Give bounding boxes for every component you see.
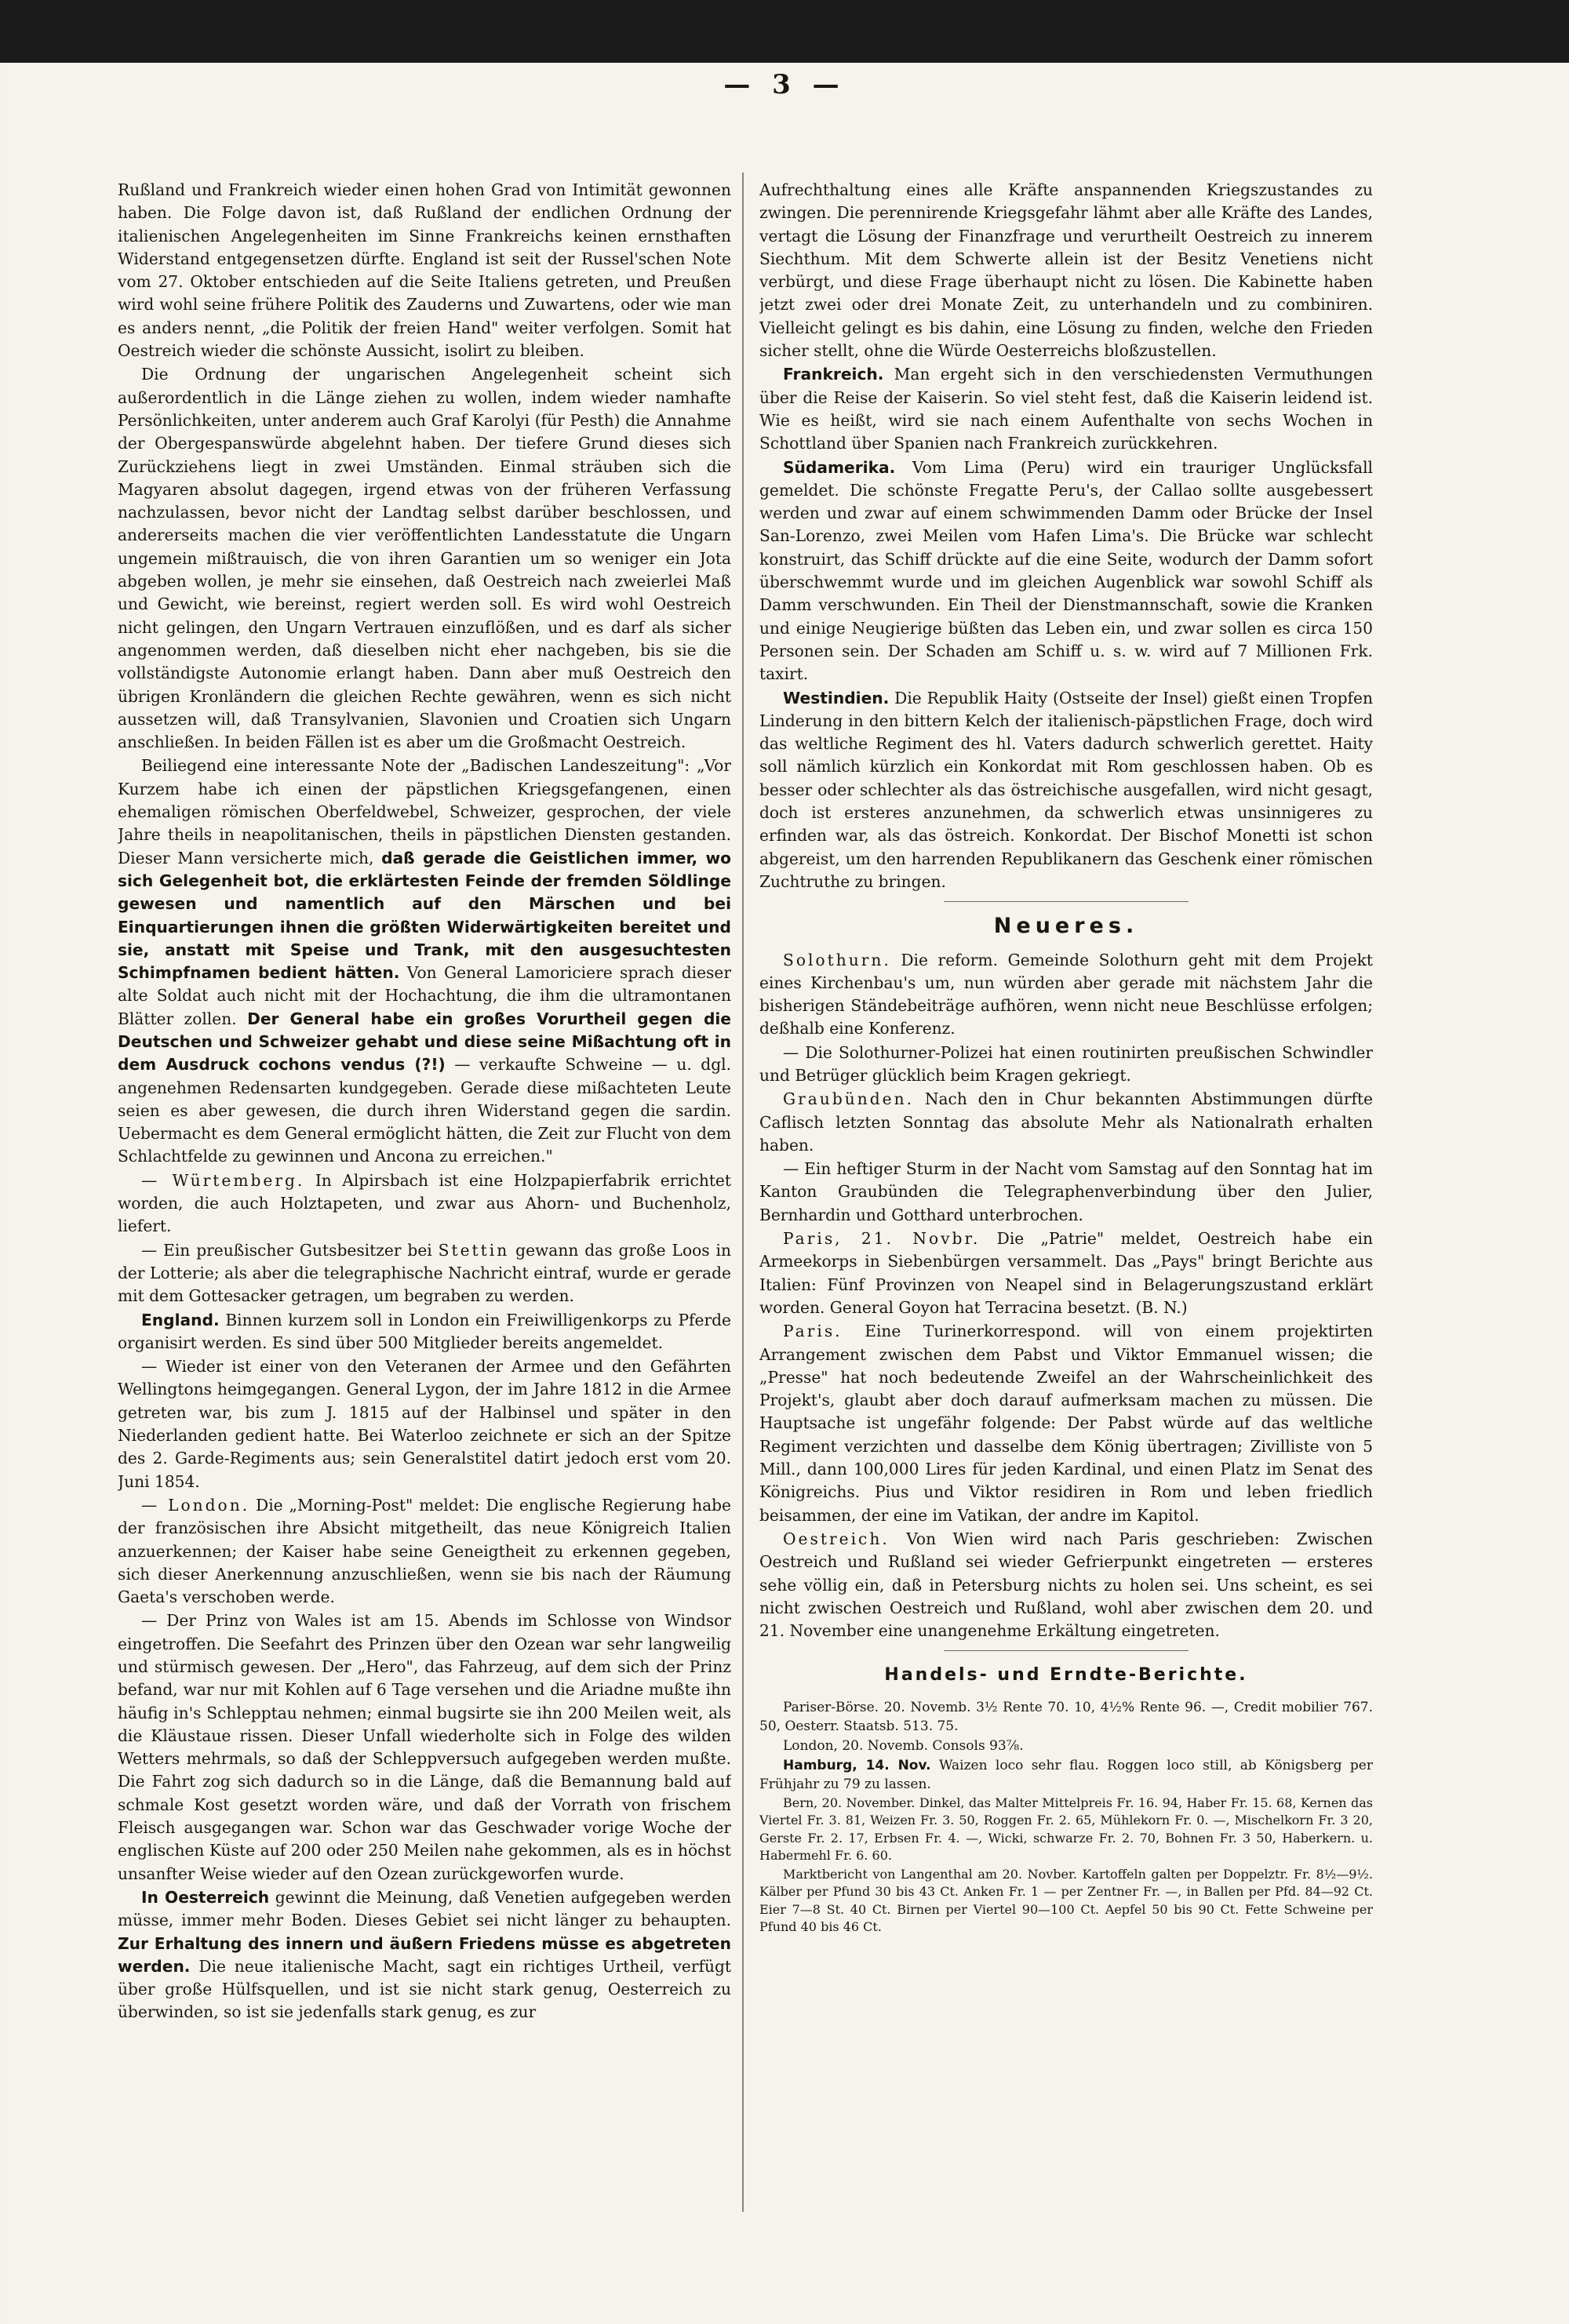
market-item: Hamburg, 14. Nov. Waizen loco sehr flau. Roggen loco still, ab Königsberg per Frühjahr zu 79 zu lassen.: [759, 1757, 1373, 1792]
news-item: Paris. Eine Turinerkorrespond. will von einem projektirten Arrangement zwischen dem Pabst und Viktor Emmanuel wissen; die „Presse" hat noch bedeutende Zweifel an der Wahrscheinlichkeit des Projekt's, glaubt aber doch darauf aufmerksam machen zu müssen. Die Hauptsache ist ungefähr folgende: Der Pabst würde auf das weltliche Regiment verzichten und dasselbe dem König übertragen; Zivilliste von 5 Mill., dann 100,000 Lires für jeden Kardinal, und einen Platz im Senat des Königreichs. Pius und Viktor residiren in Rom und leben friedlich beisammen, der eine im Vatikan, der andre im Kapitol.: [759, 1322, 1373, 1525]
market-item: Marktbericht von Langenthal am 20. Novber. Kartoffeln galten per Doppelztr. Fr. 8½—9½. Kälber per Pfund 30 bis 43 Ct. Anken Fr. 1 — per Zentner Fr. —, in Ballen per Pfd. 84—92 Ct. Eier 7—8 St. 40 Ct. Birnen per Viertel 90—100 Ct. Aepfel 50 bis 90 Ct. Fette Schweine per Pfund 40 bis 46 Ct.: [759, 1866, 1373, 1935]
article-paragraph: — Ein preußischer Gutsbesitzer bei Stettin gewann das große Loos in der Lotterie; als aber die telegraphische Nachricht eintraf, wurde er gerade mit dem Gottesacker getragen, um begraben zu werden.: [118, 1240, 731, 1306]
article-paragraph: — London. Die „Morning-Post" meldet: Die englische Regierung habe der französischen ihre Absicht mitgetheilt, das neue Königreich Italien anzuerkennen; der Kaiser habe seine Geneigtheit zu erkennen gegeben, sich dieser Anerkennung anzuschließen, wenn sie bis nach der Räumung Gaeta's verschoben werde.: [118, 1495, 731, 1607]
market-item: Pariser-Börse. 20. Novemb. 3½ Rente 70. 10, 4½% Rente 96. —, Credit mobilier 767. 50, Oesterr. Staatsb. 513. 75.: [759, 1699, 1373, 1734]
section-rule: [944, 901, 1189, 902]
article-paragraph: England. Binnen kurzem soll in London ein Freiwilligenkorps zu Pferde organisirt werden. Es sind über 500 Mitglieder bereits angemeldet.: [118, 1310, 731, 1352]
article-paragraph: — Würtemberg. In Alpirsbach ist eine Holzpapierfabrik errichtet worden, die auch Holztapeten, und zwar aus Ahorn- und Buchenholz, liefert.: [118, 1170, 731, 1236]
news-item: — Die Solothurner-Polizei hat einen routinirten preußischen Schwindler und Betrüger glücklich beim Kragen gekriegt.: [759, 1042, 1373, 1085]
news-item: Oestreich. Von Wien wird nach Paris geschrieben: Zwischen Oestreich und Rußland sei wieder Gefrierpunkt eingetreten — ersteres sehe völlig ein, daß in Petersburg nichts zu holen sei. Uns scheint, es sei nicht zwischen Oestreich und Rußland, wohl aber zwischen dem 20. und 21. November eine unangenehme Erkältung eingetreten.: [759, 1529, 1373, 1641]
news-item: Solothurn. Die reform. Gemeinde Solothurn geht mit dem Projekt eines Kirchenbau's um, nun würden aber gerade mit nächstem Jahr die bisherigen Ständebeiträge aufhören, wenn nicht neue Beschlüsse erfolgen; deßhalb eine Konferenz.: [759, 950, 1373, 1038]
article-paragraph: Rußland und Frankreich wieder einen hohen Grad von Intimität gewonnen haben. Die Folge davon ist, daß Rußland der endlichen Ordnung der italienischen Angelegenheiten im Sinne Frankreichs keinen ernsthaften Widerstand entgegensetzen dürfte. England ist seit der Russel'schen Note vom 27. Oktober entschieden auf die Seite Italiens getreten, und Preußen wird wohl seine frühere Politik des Zauderns und Zuwartens, oder wie man es anders nennt, „die Politik der freien Hand" weiter verfolgen. Somit hat Oestreich wieder die schönste Aussicht, isolirt zu bleiben.: [118, 180, 731, 361]
market-reports: [759, 1698, 1373, 1937]
section-rule: [944, 1650, 1189, 1651]
right-column: [759, 179, 1373, 2226]
article-paragraph: Die Ordnung der ungarischen Angelegenheit scheint sich außerordentlich in die Länge ziehen zu wollen, indem wieder namhafte Persönlichkeiten, unter anderem auch Graf Karolyi (für Pesth) die Annahme der Obergespanswürde abgelehnt haben. Der tiefere Grund dieses sich Zurückziehens liegt in zwei Umständen. Einmal sträuben sich die Magyaren absolut dagegen, irgend etwas von der früheren Verfassung nachzulassen, bevor nicht der Landtag selbst darüber beschlossen, und andererseits machen die vier veröffentlichten Landesstatute die Ungarn ungemein mißtrauisch, die von ihren Garantien um so weniger ein Jota abgeben wollen, je mehr sie einsehen, daß Oestreich nach zweierlei Maß und Gewicht, wie bereinst, regiert werden soll. Es wird wohl Oestreich nicht gelingen, den Ungarn Vertrauen einzuflößen, und es darf als sicher angenommen werden, daß dieselben nicht eher nachgeben, bis sie die vollständigste Autonomie erlangt haben. Dann aber muß Oestreich den übrigen Kronländern die gleichen Rechte gewähren, wenn es sich nicht aussetzen will, daß Transylvanien, Slavonien und Croatien sich Ungarn anschließen. In beiden Fällen ist es aber um die Großmacht Oestreich.: [118, 365, 731, 752]
news-item: Paris, 21. Novbr. Die „Patrie" meldet, Oestreich habe ein Armeekorps in Siebenbürgen versammelt. Das „Pays" bringt Berichte aus Italien: Fünf Provinzen von Neapel sind in Belagerungszustand erklärt worden. General Goyon hat Terracina besetzt. (B. N.): [759, 1229, 1373, 1317]
section-heading-neueres: Neueres.: [993, 914, 1139, 939]
article-paragraph: Beiliegend eine interessante Note der „Badischen Landeszeitung": „Vor Kurzem habe ich einen der päpstlichen Kriegsgefangenen, einen ehemaligen römischen Oberfeldwebel, Schweizer, gesprochen, der viele Jahre theils in neapolitanischen, theils in päpstlichen Diensten gestanden. Dieser Mann versicherte mich, daß gerade die Geistlichen immer, wo sich Gelegenheit bot, die erklärtesten Feinde der fremden Söldlinge gewesen und namentlich auf den Märschen und bei Einquartierungen ihnen die größten Widerwärtigkeiten bereitet und sie, anstatt mit Speise und Trank, mit den ausgesuchtesten Schimpfnamen bedient hätten. Von General Lamoriciere sprach dieser alte Soldat auch nicht mit der Hochachtung, die ihm die ultramontanen Blätter zollen. Der General habe ein großes Vorurtheil gegen die Deutschen und Schweizer gehabt und diese seine Mißachtung oft in dem Ausdruck cochons vendus (?!) — verkaufte Schweine — u. dgl. angenehmen Redensarten kundgegeben. Gerade diese mißachteten Leute seien es aber gewesen, die durch ihren Widerstand gegen die sardin. Uebermacht es dem General ermöglicht hätten, die Zeit zur Flucht von dem Schlachtfelde zu gewinnen und Ancona zu erreichen.": [118, 756, 731, 1166]
article-paragraph: Südamerika. Vom Lima (Peru) wird ein trauriger Unglücksfall gemeldet. Die schönste Fregatte Peru's, der Callao sollte ausgebessert werden und zwar auf einem schwimmenden Damm oder Brücke der Insel San-Lorenzo, zwei Meilen vom Hafen Lima's. Die Brücke war schlecht konstruirt, das Schiff drückte auf die eine Seite, wodurch der Damm sofort überschwemmt wurde und im gleichen Augenblick war sowohl Schiff als Damm verschwunden. Ein Theil der Dienstmannschaft, sowie die Kranken und einige Neugierige büßten das Leben ein, und zwar sollen es circa 150 Personen sein. Der Schaden am Schiff u. s. w. wird auf 7 Millionen Frk. taxirt.: [759, 457, 1373, 684]
article-paragraph: Westindien. Die Republik Haity (Ostseite der Insel) gießt einen Tropfen Linderung in den bittern Kelch der italienisch-päpstlichen Frage, doch wird das weltliche Regiment des hl. Vaters dadurch schwerlich gerettet. Haity soll nämlich kürzlich ein Konkordat mit Rom geschlossen haben. Ob es besser oder schlechter als das östreichische ausgefallen, wird nicht gesagt, doch ist ersteres anzunehmen, da schwerlich etwas unsinnigeres zu erfinden war, als das östreich. Konkordat. Der Bischof Monetti ist schon abgereist, um den harrenden Republikanern das Geschenk einer römischen Zuchtruthe zu bringen.: [759, 688, 1373, 891]
left-column: [118, 179, 731, 2226]
article-paragraph: Frankreich. Man ergeht sich in den verschiedensten Vermuthungen über die Reise der Kaiserin. So viel steht fest, daß die Kaiserin leidend ist. Wie es heißt, wird sie nach einem Aufenthalte von sechs Wochen in Schottland über Spanien nach Frankreich zurückkehren.: [759, 365, 1373, 453]
article-paragraph: Aufrechthaltung eines alle Kräfte anspannenden Kriegszustandes zu zwingen. Die perennirende Kriegsgefahr lähmt aber alle Kräfte des Landes, vertagt die Lösung der Finanzfrage und verurtheilt Oestreich zu innerem Siechthum. Mit dem Schwerte allein ist der Besitz Venetiens nicht verbürgt, und diese Frage überhaupt nicht zu lösen. Die Kabinette haben jetzt zwei oder drei Monate Zeit, zu unterhandeln und zu combiniren. Vielleicht gelingt es bis dahin, eine Lösung zu finden, welche den Frieden sicher stellt, ohne die Würde Oesterreichs bloßzustellen.: [759, 180, 1373, 361]
column-divider: [742, 173, 744, 2212]
page-number: — 3 —: [723, 69, 846, 100]
news-item: Graubünden. Nach den in Chur bekannten Abstimmungen dürfte Caflisch letzten Sonntag das absolute Mehr als Nationalrath erhalten haben.: [759, 1089, 1373, 1155]
section-heading-market: Handels- und Erndte-Berichte.: [884, 1665, 1248, 1686]
article-paragraph: In Oesterreich gewinnt die Meinung, daß Venetien aufgegeben werden müsse, immer mehr Boden. Dieses Gebiet sei nicht länger zu behaupten. Zur Erhaltung des innern und äußern Friedens müsse es abgetreten werden. Die neue italienische Macht, sagt ein richtiges Urtheil, verfügt über große Hülfsquellen, und ist sie nicht stark genug, Oesterreich zu überwinden, so ist sie jedenfalls stark genug, es zur: [118, 1887, 731, 2022]
market-item: Bern, 20. November. Dinkel, das Malter Mittelpreis Fr. 16. 94, Haber Fr. 15. 68, Kernen das Viertel Fr. 3. 81, Weizen Fr. 3. 50, Roggen Fr. 2. 65, Mühlekorn Fr. 0. —, Mischelkorn Fr. 3 20, Gerste Fr. 2. 17, Erbsen Fr. 4. —, Wicki, schwarze Fr. 2. 70, Bohnen Fr. 3 50, Haberkern. u. Habermehl Fr. 6. 60.: [759, 1795, 1373, 1864]
article-paragraph: — Wieder ist einer von den Veteranen der Armee und den Gefährten Wellingtons heimgegangen. General Lygon, der im Jahre 1812 in die Armee getreten war, bis zum J. 1815 auf der Halbinsel und später in den Niederlanden gedient hatte. Bei Waterloo zeichnete er sich an der Spitze des 2. Garde-Regiments aus; sein Generalstitel datirt jedoch erst vom 20. Juni 1854.: [118, 1357, 731, 1491]
article-paragraph: — Der Prinz von Wales ist am 15. Abends im Schlosse von Windsor eingetroffen. Die Seefahrt des Prinzen über den Ozean war sehr langweilig und stürmisch gewesen. Der „Hero", das Fahrzeug, auf dem sich der Prinz befand, war nur mit Kohlen auf 6 Tage versehen und die Ariadne mußte ihn häufig in's Schlepptau nehmen; einmal bugsirte sie ihn 200 Meilen weit, als die Kläustaue rissen. Dieser Unfall wiederholte sich in Folge des wilden Wetters mehrmals, so daß der Schleppversuch aufgegeben werden mußte. Die Fahrt zog sich dadurch so in die Länge, daß die Bemannung bald auf schmale Kost gesetzt worden wäre, und daß der Vorrath von frischem Fleisch ausgegangen war. Schon war das Geschwader vorige Woche der englischen Küste auf 200 oder 250 Meilen nahe gekommen, als es in höchst unsanfter Weise wieder auf den Ozean zurückgeworfen wurde.: [118, 1611, 731, 1883]
news-item: — Ein heftiger Sturm in der Nacht vom Samstag auf den Sonntag hat im Kanton Graubünden die Telegraphenverbindung über den Julier, Bernhardin und Gotthard unterbrochen.: [759, 1159, 1373, 1224]
scan-top-band: [0, 0, 1569, 63]
market-item: London, 20. Novemb. Consols 93⅞.: [783, 1737, 1024, 1754]
